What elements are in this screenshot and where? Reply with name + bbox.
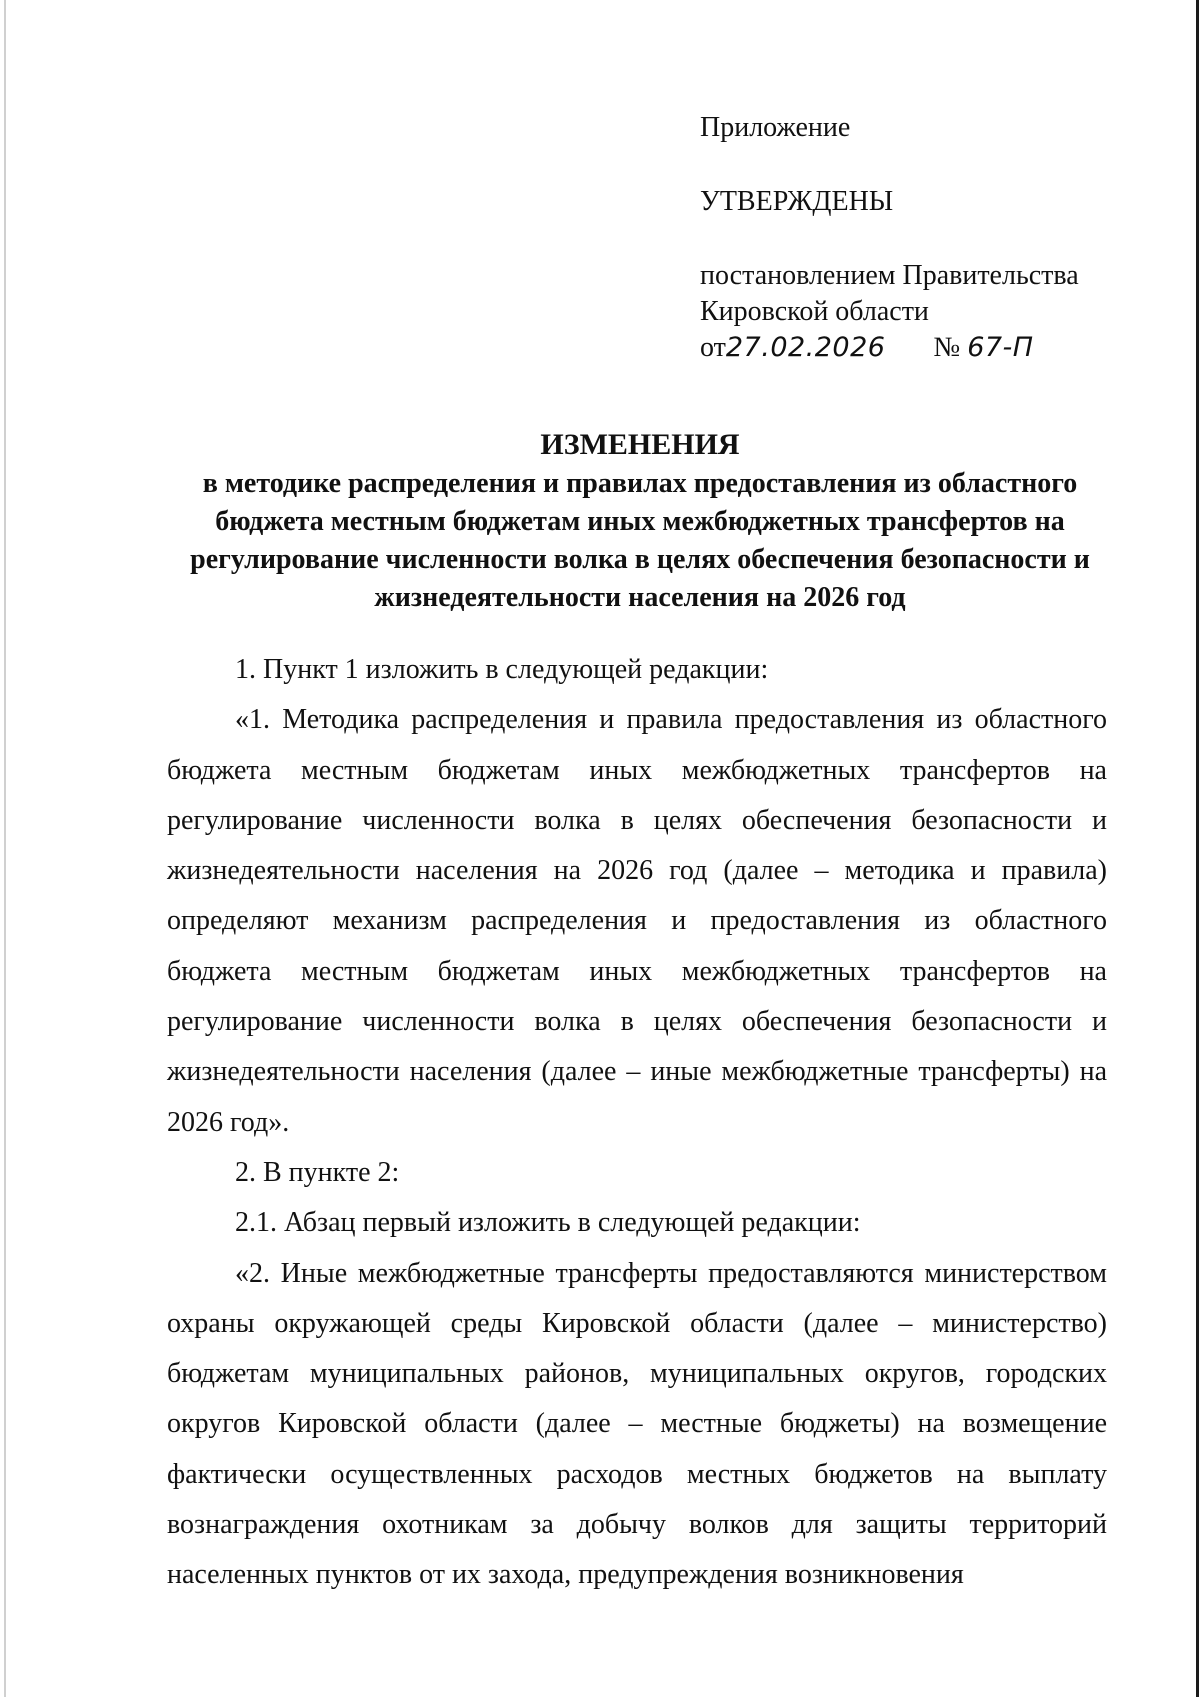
paragraph-5: «2. Иные межбюджетные трансферты предоставляются министерством охраны окружающей среды Кировской области (далее – министерство) бюджетам муниципальных районов, муниципальных округов, городских округов Кировской области (далее – местные бюджеты) на возмещение фактически осуществленных расходов местных бюджетов на выплату вознаграждения охотникам за добычу волков для защиты территорий населенных пунктов от их захода, предупреждения возникновения — [167, 1257, 1107, 1591]
title-line-2: бюджета местным бюджетам иных межбюджетных трансфертов на — [215, 506, 1065, 537]
paragraph-4: 2.1. Абзац первый изложить в следующей редакции: — [235, 1207, 861, 1239]
title-main: ИЗМЕНЕНИЯ — [540, 428, 740, 461]
approved-label: УТВЕРЖДЕНЫ — [700, 186, 894, 217]
paragraph-2: «1. Методика распределения и правила предоставления из областного бюджета местным бюджетам иных межбюджетных трансфертов на регулирование численности волка в целях обеспечения безопасности и жизнедеятельности населения на 2026 год (далее – методика и правила) определяют механизм распределения и предоставления из областного бюджета местным бюджетам иных межбюджетных трансфертов на регулирование численности волка в целях обеспечения безопасности и жизнедеятельности населения (далее – иные межбюджетные трансферты) на 2026 год». — [167, 704, 1107, 1138]
appendix-label: Приложение — [700, 112, 851, 143]
scan-edge-right — [1196, 0, 1199, 1697]
scan-edge-left — [4, 0, 6, 1697]
paragraph-1: 1. Пункт 1 изложить в следующей редакции: — [235, 654, 769, 685]
approval-block — [700, 110, 1160, 366]
document-title — [160, 425, 1120, 617]
title-line-3: регулирование численности волка в целях обеспечения безопасности и — [190, 544, 1090, 575]
paragraph-3: 2. В пункте 2: — [235, 1156, 400, 1188]
resolution-line-1: постановлением Правительства — [700, 260, 1079, 291]
document-body — [167, 645, 1107, 1601]
resolution-date-line — [700, 330, 1160, 366]
handwritten-number: 67-П — [967, 332, 1034, 363]
resolution-line-2: Кировской области — [700, 296, 929, 327]
title-line-1: в методике распределения и правилах предоставления из областного — [202, 468, 1078, 499]
handwritten-date: 27.02.2026 — [725, 332, 886, 363]
number-prefix: № — [933, 332, 961, 363]
title-line-4: жизнедеятельности населения на 2026 год — [374, 582, 906, 613]
date-prefix: от — [700, 332, 726, 363]
